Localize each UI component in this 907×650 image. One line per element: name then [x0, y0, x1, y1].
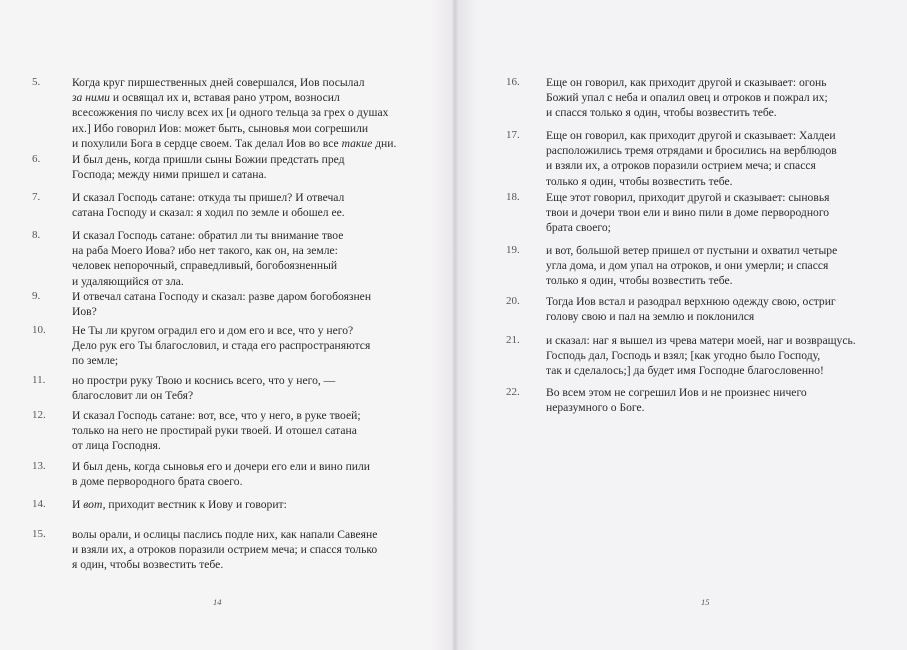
verse-line: и сказал: наг я вышел из чрева матери моей, наг и возвращусь.: [546, 334, 856, 347]
verse-line: Еще он говорил, как приходит другой и сказывает: Халдеи: [546, 129, 836, 142]
verse-line: Еще он говорил, как приходит другой и сказывает: огонь: [546, 76, 827, 89]
verse-line: И был день, когда сыновья его и дочери его ели и вино пили: [72, 460, 370, 473]
verse-text: [72, 228, 343, 289]
verse-line: и взяли их, а отроков поразили острием меча; и спасся: [546, 159, 816, 173]
verse-line: на раба Моего Иова? ибо нет такого, как он, на земле:: [72, 244, 338, 258]
italic-insertion: такие: [341, 136, 373, 150]
verse-number: 7.: [32, 191, 41, 203]
verse-number: 21.: [506, 334, 520, 346]
verse-text: [72, 152, 345, 182]
verse-line: сатана Господу и сказал: я ходил по земле и обошел ее.: [72, 206, 345, 220]
verse-line: только я один, чтобы возвестить тебе.: [546, 274, 733, 288]
verse-line: только на него не простирай руки твоей. И отошел сатана: [72, 424, 357, 438]
verse-number: 16.: [506, 76, 520, 88]
verse-line: Когда круг пиршественных дней совершался, Иов посылал: [72, 76, 365, 89]
verse-text: [546, 385, 807, 415]
verse-number: 12.: [32, 409, 46, 421]
verse-line: Иов?: [72, 305, 97, 319]
verse-number: 14.: [32, 498, 46, 510]
verse-text: [72, 459, 370, 489]
verse-line: Не Ты ли кругом оградил его и дом его и все, что у него?: [72, 324, 354, 337]
page-number-right: 15: [701, 597, 710, 607]
verse-line: благословит ли он Тебя?: [72, 389, 194, 403]
verse-number: 9.: [32, 290, 41, 302]
verse-line: Во всем этом не согрешил Иов и не произнес ничего: [546, 386, 807, 399]
verse-line: твои и дочери твои ели и вино пили в доме первородного: [546, 206, 830, 220]
verse-text: [546, 333, 856, 379]
verse-line: и удаляющийся от зла.: [72, 274, 184, 288]
verse-line: И отвечал сатана Господу и сказал: разве даром богобоязнен: [72, 290, 372, 303]
verse-text: [72, 408, 361, 454]
verse-line: так и сделалось;] да будет имя Господне благословенно!: [546, 364, 824, 378]
verse-line: Господа; между ними пришел и сатана.: [72, 168, 267, 182]
verse-text: [72, 527, 377, 573]
verse-line: я один, чтобы возвестить тебе.: [72, 558, 224, 572]
verse-line: неразумного о Боге.: [546, 401, 645, 415]
verse-number: 10.: [32, 324, 46, 336]
verse-text: [546, 75, 828, 121]
verse-number: 8.: [32, 229, 41, 241]
verse-line: И сказал Господь сатане: откуда ты пришел? И отвечал: [72, 191, 345, 204]
verse-line: Тогда Иов встал и разодрал верхнюю одежду свою, остриг: [546, 295, 836, 308]
verse-line: за ними и освящал их и, вставая рано утром, возносил: [72, 91, 340, 105]
verse-text: [546, 190, 829, 236]
verse-line: И был день, когда пришли сыны Божии предстать пред: [72, 153, 345, 166]
verse-text: [72, 497, 287, 512]
verse-line: и спасся только я один, чтобы возвестить тебе.: [546, 106, 777, 120]
left-page: [0, 0, 453, 650]
verse-line: всесожжения по числу всех их [и одного тельца за грех о душах: [72, 106, 389, 120]
verse-line: от лица Господня.: [72, 439, 161, 453]
verse-line: угла дома, и дом упал на отроков, и они умерли; и спасся: [546, 259, 829, 273]
verse-number: 19.: [506, 244, 520, 256]
verse-line: Господь дал, Господь и взял; [как угодно было Господу,: [546, 349, 821, 363]
verse-number: 15.: [32, 528, 46, 540]
verse-text: [546, 294, 836, 324]
verse-line: голову свою и пал на землю и поклонился: [546, 310, 755, 324]
verse-text: [72, 323, 370, 369]
page-number-left: 14: [213, 597, 222, 607]
verse-number: 13.: [32, 460, 46, 472]
verse-line: и похулили Бога в сердце своем. Так делал Иов во все такие дни.: [72, 136, 397, 150]
verse-number: 20.: [506, 295, 520, 307]
verse-line: в доме первородного брата своего.: [72, 475, 243, 489]
verse-line: И вот, приходит вестник к Иову и говорит:: [72, 498, 287, 511]
right-page: [453, 0, 907, 650]
book-gutter: [430, 0, 478, 650]
verse-number: 5.: [32, 76, 41, 88]
verse-number: 18.: [506, 191, 520, 203]
verse-line: только я один, чтобы возвестить тебе.: [546, 174, 733, 188]
verse-line: Дело рук его Ты благословил, и стада его распространяются: [72, 339, 371, 353]
verse-number: 22.: [506, 386, 520, 398]
verse-line: и вот, большой ветер пришел от пустыни и охватил четыре: [546, 244, 838, 257]
verse-line: человек непорочный, справедливый, богобоязненный: [72, 259, 338, 273]
verse-text: [72, 373, 335, 403]
verse-line: Божий упал с неба и опалил овец и отроков и пожрал их;: [546, 91, 828, 105]
verse-text: [546, 243, 837, 289]
verse-line: расположились тремя отрядами и бросились на верблюдов: [546, 144, 837, 158]
verse-line: волы орали, и ослицы паслись подле них, как напали Савеяне: [72, 528, 378, 541]
verse-text: [546, 128, 837, 189]
verse-text: [72, 75, 396, 151]
italic-insertion: вот,: [83, 498, 106, 511]
verse-line: И сказал Господь сатане: обратил ли ты внимание твое: [72, 229, 344, 242]
verse-text: [72, 190, 345, 220]
italic-insertion: за ними: [72, 91, 110, 105]
verse-line: Еще этот говорил, приходит другой и сказывает: сыновья: [546, 191, 830, 204]
verse-line: по земле;: [72, 354, 119, 368]
verse-line: их.] Ибо говорил Иов: может быть, сыновья мои согрешили: [72, 121, 369, 135]
verse-number: 17.: [506, 129, 520, 141]
verse-number: 11.: [32, 374, 46, 386]
verse-line: и взяли их, а отроков поразили острием меча; и спасся только: [72, 543, 378, 557]
verse-number: 6.: [32, 153, 41, 165]
verse-line: брата своего;: [546, 221, 611, 235]
verse-text: [72, 289, 371, 319]
verse-line: но простри руку Твою и коснись всего, что у него, —: [72, 374, 336, 387]
verse-line: И сказал Господь сатане: вот, все, что у него, в руке твоей;: [72, 409, 361, 422]
